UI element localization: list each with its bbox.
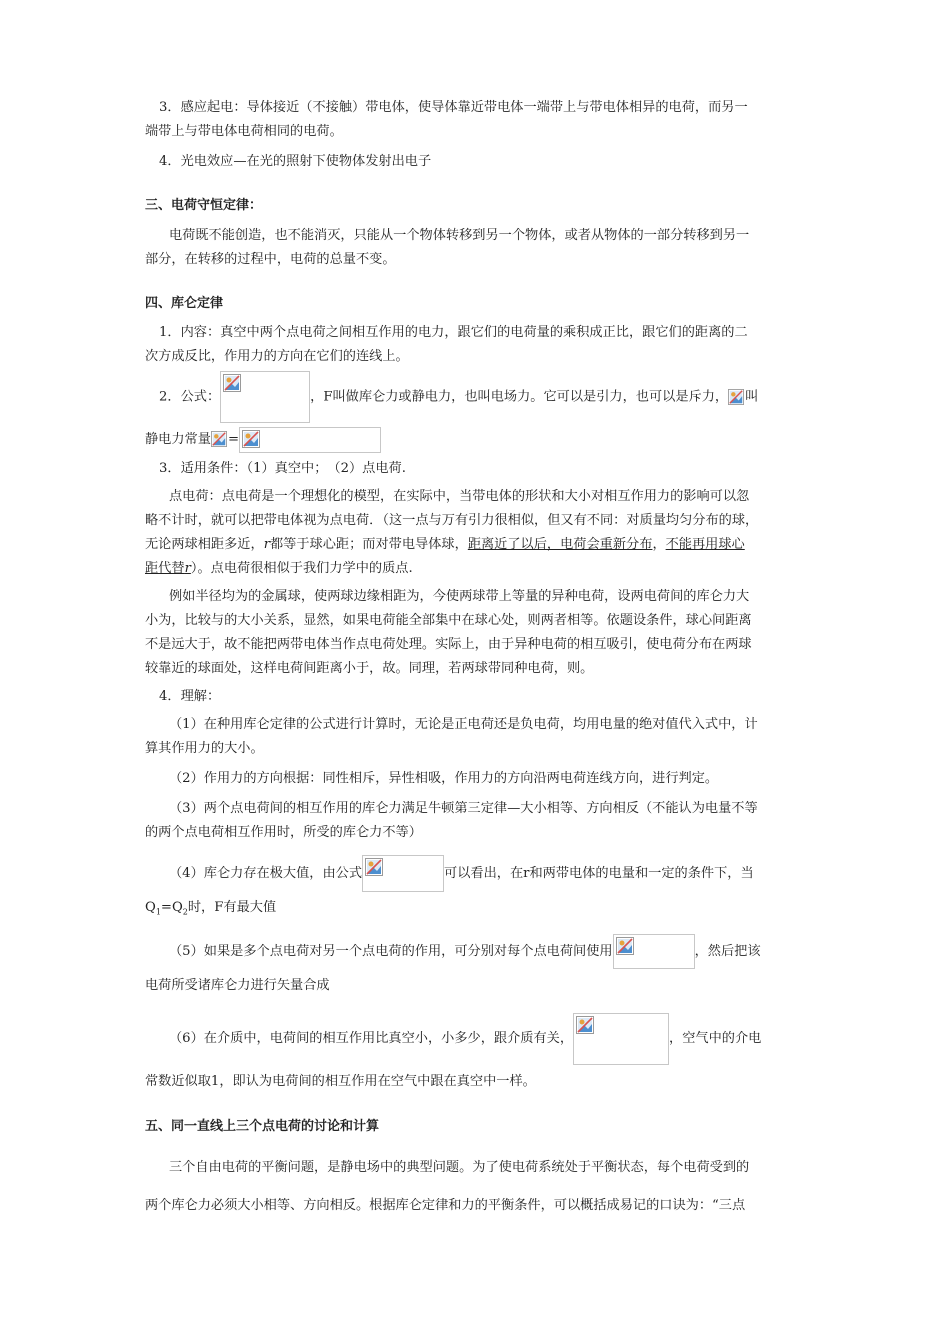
s4-item2-cont xyxy=(145,423,805,457)
formula-image xyxy=(613,934,695,969)
text-line: 可以看出，在r和两带电体的电量和一定的条件下，当 xyxy=(444,866,754,881)
text-line: 3．适用条件：（1）真空中； （2）点电荷. xyxy=(159,461,406,476)
text-line: 不是远大于，故不能把两带电体当作点电荷处理。实际上，由于异种电荷的相互吸引，使电荷分布在两球 xyxy=(145,637,752,652)
text-line: （5）如果是多个点电荷对另一个点电荷的作用，可分别对每个点电荷间使用 xyxy=(169,944,613,959)
text-line: ，空气中的介电 xyxy=(669,1031,762,1046)
text-line: 4．光电效应—在光的照射下使物体发射出电子 xyxy=(159,154,432,169)
point-charge-para xyxy=(145,533,805,557)
text-line: 时，F有最大值 xyxy=(187,900,277,915)
broken-image-icon xyxy=(616,937,634,955)
document-page xyxy=(145,96,805,1221)
text-line: 部分，在转移的过程中，电荷的总量不变。 xyxy=(145,252,396,267)
text-line: Q xyxy=(145,900,156,915)
understand-6-cont xyxy=(145,1067,805,1097)
broken-image-icon xyxy=(576,1016,594,1034)
example-para xyxy=(145,585,805,609)
broken-image-icon xyxy=(223,374,241,392)
text-line: = xyxy=(227,432,239,447)
text-line: 电荷所受诸库仑力进行矢量合成 xyxy=(145,978,330,993)
section-heading: 五、同一直线上三个点电荷的讨论和计算 xyxy=(145,1119,380,1134)
text-line: =Q xyxy=(160,900,183,915)
s3-body xyxy=(145,224,805,248)
text-line: 3．感应起电：导体接近（不接触）带电体，使导体靠近带电体一端带上与带电体相异的电荷，而另一 xyxy=(159,100,748,115)
section-heading: 四、库仑定律 xyxy=(145,296,224,311)
understand-5-cont xyxy=(145,973,805,999)
text-line: 小为，比较与的大小关系，显然，如果电荷能全部集中在球心处，则两者相等。依题设条件，球心间距离 xyxy=(145,613,752,628)
s4-item1 xyxy=(145,321,805,345)
text-line: 1．内容：真空中两个点电荷之间相互作用的电力，跟它们的电荷量的乘积成正比，跟它们的距离的二 xyxy=(159,325,748,340)
text-line: 无论两球相距多近， xyxy=(145,537,264,552)
subscript: 1 xyxy=(155,907,161,917)
text-line: 常数近似取1，即认为电荷间的相互作用在空气中跟在真空中一样。 xyxy=(145,1074,536,1089)
s3-body-cont xyxy=(145,248,805,272)
text-line: ， xyxy=(652,537,666,552)
example-para xyxy=(145,633,805,657)
understand-3 xyxy=(145,797,805,821)
formula-image xyxy=(573,1013,669,1065)
text-line: 点电荷：点电荷是一个理想化的模型，在实际中，当带电体的形状和大小对相互作用力的影响可以忽 xyxy=(169,489,750,504)
text-line: 叫 xyxy=(745,389,759,405)
text-line: （6）在介质中，电荷间的相互作用比真空小，小多少，跟介质有关， xyxy=(169,1031,574,1046)
point-charge-para xyxy=(145,509,805,533)
text-line: （3）两个点电荷间的相互作用的库仑力满足牛顿第三定律—大小相等、方向相反（不能认为电量不等 xyxy=(169,801,758,816)
broken-image-icon xyxy=(242,430,260,448)
s2-item3-cont xyxy=(145,120,805,144)
s2-item3 xyxy=(145,96,805,120)
s2-item4 xyxy=(145,150,805,174)
subscript: 2 xyxy=(182,907,188,917)
underlined-text: 距代替 xyxy=(145,561,185,576)
formula-image xyxy=(728,388,745,407)
text-line: （2）作用力的方向根据：同性相斥，异性相吸，作用力的方向沿两电荷连线方向，进行判定。 xyxy=(169,771,719,786)
understand-1 xyxy=(145,737,805,761)
understand-2 xyxy=(145,767,805,791)
formula-image xyxy=(220,371,310,423)
text-line: 端带上与带电体电荷相同的电荷。 xyxy=(145,124,343,139)
text-line: 两个库仑力必须大小相等、方向相反。根据库仑定律和力的平衡条件，可以概括成易记的口诀为：“三点 xyxy=(145,1198,746,1213)
var-r: r xyxy=(263,537,270,552)
text-line: 都等于球心距；而对带电导体球， xyxy=(270,537,468,552)
formula-image xyxy=(362,855,444,892)
underlined-text: 距离近了以后，电荷会重新分布 xyxy=(467,537,653,552)
text-line: 的两个点电荷相互作用时，所受的库仑力不等） xyxy=(145,825,422,840)
text-line: 算其作用力的大小。 xyxy=(145,741,264,756)
text-line: ，然后把该 xyxy=(694,944,761,959)
text-line: 静电力常量 xyxy=(145,432,211,447)
text-line: （4）库仑力存在极大值，由公式 xyxy=(169,866,363,881)
text-line: 次方成反比，作用力的方向在它们的连线上。 xyxy=(145,349,409,364)
underlined-text: 不能再用球心 xyxy=(665,537,745,552)
broken-image-icon xyxy=(211,430,227,448)
text-line: 电荷既不能创造，也不能消灭，只能从一个物体转移到另一个物体，或者从物体的一部分转移到另一 xyxy=(169,228,750,243)
example-para xyxy=(145,657,805,681)
understand-3 xyxy=(145,821,805,845)
understand-4-cont xyxy=(145,895,805,921)
understand-4 xyxy=(145,853,805,895)
point-charge-para xyxy=(145,557,805,581)
text-line: 4．理解： xyxy=(159,689,221,704)
s5-body xyxy=(145,1153,805,1183)
text-line: ）。点电荷很相似于我们力学中的质点. xyxy=(190,561,413,576)
example-para xyxy=(145,609,805,633)
section-heading: 三、电荷守恒定律： xyxy=(145,198,263,213)
formula-image xyxy=(211,430,228,449)
text-line: 较靠近的球面处，这样电荷间距离小于，故。同理，若两球带同种电荷，则。 xyxy=(145,661,594,676)
understand-1 xyxy=(145,713,805,737)
s4-item1-cont xyxy=(145,345,805,369)
s4-item4 xyxy=(145,685,805,709)
s4-item3 xyxy=(145,457,805,481)
s5-body-cont xyxy=(145,1191,805,1221)
text-line: （1）在种用库仑定律的公式进行计算时，无论是正电荷还是负电荷，均用电量的绝对值代入式中，计 xyxy=(169,717,758,732)
text-line: ，F叫做库仑力或静电力，也叫电场力。它可以是引力，也可以是斥力， xyxy=(310,389,729,405)
point-charge-para xyxy=(145,485,805,509)
understand-5 xyxy=(145,931,805,973)
understand-6 xyxy=(145,1011,805,1067)
broken-image-icon xyxy=(728,388,744,406)
text-line: 三个自由电荷的平衡问题，是静电场中的典型问题。为了使电荷系统处于平衡状态，每个电荷受到的 xyxy=(169,1160,750,1175)
text-line: 2．公式： xyxy=(159,389,221,405)
var-r: r xyxy=(184,561,191,576)
formula-image xyxy=(239,427,381,453)
text-line: 略不计时，就可以把带电体视为点电荷．（这一点与万有引力很相似，但又有不同：对质量均匀分布的球， xyxy=(145,513,759,528)
broken-image-icon xyxy=(365,858,383,876)
text-line: 例如半径均为的金属球，使两球边缘相距为，今使两球带上等量的异种电荷，设两电荷间的库仑力大 xyxy=(169,589,750,604)
s4-item2 xyxy=(145,371,805,423)
